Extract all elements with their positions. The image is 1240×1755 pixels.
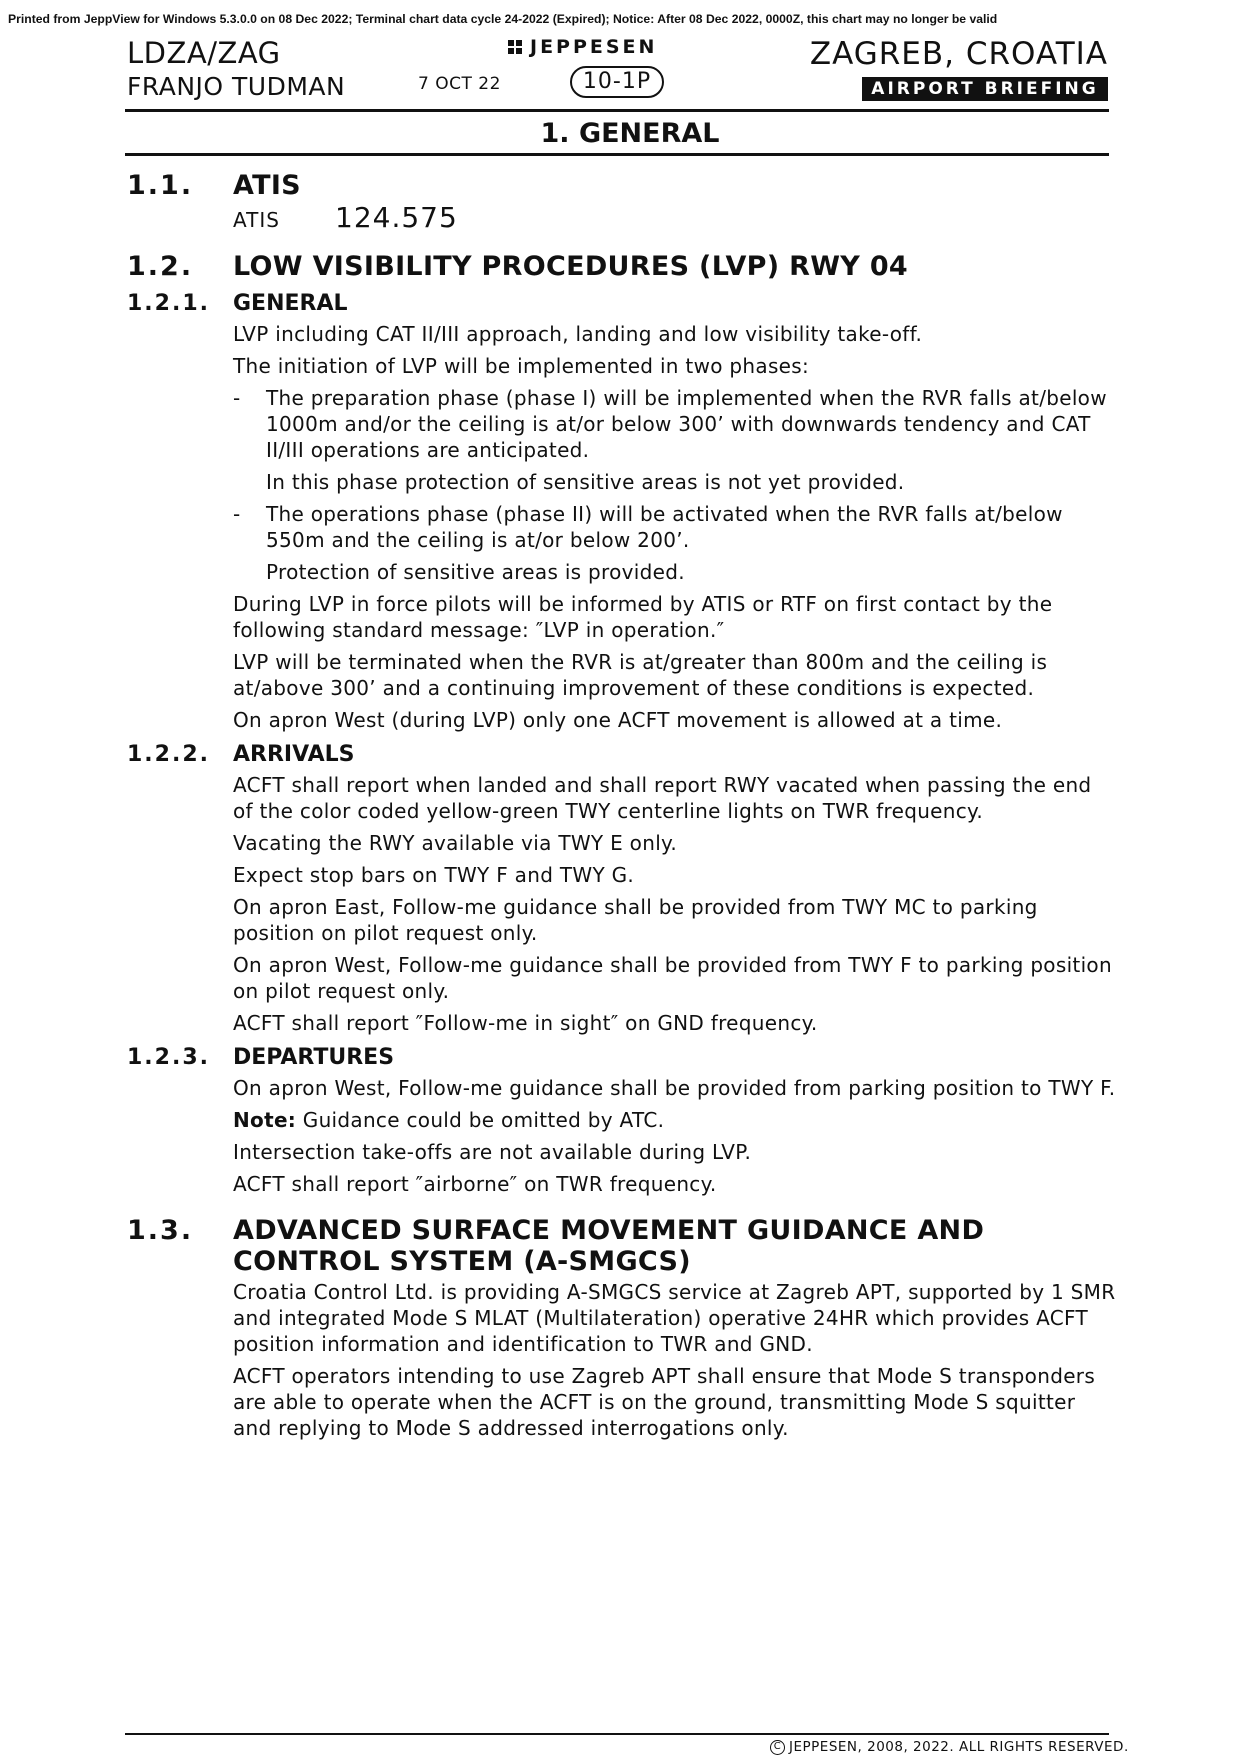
paragraph: LVP including CAT II/III approach, landing and low visibility take-off. <box>233 322 923 346</box>
brand-name: JEPPESEN <box>530 36 658 58</box>
paragraph: ACFT shall report ″Follow-me in sight″ on GND frequency. <box>233 1011 818 1035</box>
subsection-general <box>127 290 1117 317</box>
dash-bullet: - <box>233 386 241 410</box>
paragraph: During LVP in force pilots will be informed by ATIS or RTF on first contact by the following standard message: ″LVP in operation.″ <box>233 592 1053 642</box>
section-title: LOW VISIBILITY PROCEDURES (LVP) RWY 04 <box>233 251 909 282</box>
paragraph: On apron East, Follow-me guidance shall be provided from TWY MC to parking position on pilot request only. <box>233 895 1038 945</box>
note-label: Note: <box>233 1108 297 1132</box>
jeppesen-logo-icon <box>508 40 522 54</box>
chart-type-badge: AIRPORT BRIEFING <box>862 77 1108 101</box>
atis-label: ATIS <box>233 208 280 232</box>
note <box>233 1107 1117 1133</box>
section-title: ADVANCED SURFACE MOVEMENT GUIDANCE AND CONTROL SYSTEM (A-SMGCS) <box>233 1215 985 1277</box>
subsection-arrivals <box>127 741 1117 768</box>
paragraph: Vacating the RWY available via TWY E only. <box>233 831 677 855</box>
subsection-number: 1.2.3. <box>127 1045 210 1070</box>
arrivals-body <box>233 772 1117 1036</box>
list-item-text: The operations phase (phase II) will be activated when the RVR falls at/below 550m and the ceiling is at/or below 200’. <box>266 502 1063 552</box>
section-title: ATIS <box>233 170 301 201</box>
chapter-rule <box>125 153 1109 156</box>
paragraph: ACFT shall report ″airborne″ on TWR frequency. <box>233 1172 717 1196</box>
subsection-title: ARRIVALS <box>233 742 355 767</box>
paragraph: On apron West, Follow-me guidance shall be provided from TWY F to parking position on pilot request only. <box>233 953 1112 1003</box>
copyright-notice <box>770 1739 1129 1755</box>
section-number: 1.2. <box>127 251 194 282</box>
paragraph: ACFT operators intending to use Zagreb APT shall ensure that Mode S transponders are able to operate when the ACFT is on the ground, transmitting Mode S squitter and replying to Mode S addressed interrogations only. <box>233 1364 1096 1440</box>
general-body <box>233 321 1117 733</box>
list-item-note: Protection of sensitive areas is provided. <box>266 560 685 584</box>
header-rule <box>125 109 1109 112</box>
copyright-icon: C <box>770 1740 785 1755</box>
paragraph: Expect stop bars on TWY F and TWY G. <box>233 863 635 887</box>
subsection-number: 1.2.2. <box>127 742 210 767</box>
section-number: 1.3. <box>127 1215 194 1246</box>
list-item-text: The preparation phase (phase I) will be implemented when the RVR falls at/below 1000m and/or the ceiling is at/or below 300’ with downwards tendency and CAT II/III operations are anticipated. <box>266 386 1107 462</box>
paragraph: Croatia Control Ltd. is providing A-SMGCS service at Zagreb APT, supported by 1 SMR and integrated Mode S MLAT (Multilateration) operative 24HR which provides ACFT position information and identification to TWR and GND. <box>233 1280 1116 1356</box>
list-item-note: In this phase protection of sensitive areas is not yet provided. <box>266 470 905 494</box>
chart-date: 7 OCT 22 <box>418 74 501 94</box>
atis-frequency-row <box>233 201 1117 234</box>
departures-body <box>233 1075 1117 1197</box>
airport-code: LDZA/ZAG <box>127 36 281 70</box>
chapter-title: 1. GENERAL <box>540 118 720 149</box>
subsection-title: GENERAL <box>233 291 348 316</box>
list-item <box>233 385 1117 463</box>
paragraph: LVP will be terminated when the RVR is at/greater than 800m and the ceiling is at/above 300’ and a continuing improvement of these conditions is expected. <box>233 650 1048 700</box>
subsection-departures <box>127 1044 1117 1071</box>
paragraph: ACFT shall report when landed and shall report RWY vacated when passing the end of the color coded yellow-green TWY centerline lights on TWR frequency. <box>233 773 1092 823</box>
list-item <box>233 501 1117 553</box>
section-lvp <box>127 251 1117 282</box>
section-atis <box>127 170 1117 201</box>
page-number: 10-1P <box>570 66 664 98</box>
footer-rule <box>125 1733 1109 1735</box>
section-asmgcs <box>127 1215 1117 1277</box>
airport-name: FRANJO TUDMAN <box>127 72 346 101</box>
jeppesen-logo <box>508 36 657 58</box>
paragraph: Intersection take-offs are not available during LVP. <box>233 1140 752 1164</box>
subsection-title: DEPARTURES <box>233 1045 395 1070</box>
atis-body <box>233 201 1117 234</box>
copyright-text: JEPPESEN, 2008, 2022. ALL RIGHTS RESERVED. <box>789 1739 1129 1755</box>
asmgcs-body <box>233 1279 1117 1441</box>
note-text: Guidance could be omitted by ATC. <box>296 1108 665 1132</box>
paragraph: On apron West, Follow-me guidance shall be provided from parking position to TWY F. <box>233 1076 1116 1100</box>
atis-frequency: 124.575 <box>335 201 458 234</box>
city-title: ZAGREB, CROATIA <box>809 36 1108 72</box>
paragraph: The initiation of LVP will be implemented in two phases: <box>233 354 810 378</box>
paragraph: On apron West (during LVP) only one ACFT movement is allowed at a time. <box>233 708 1003 732</box>
dash-bullet: - <box>233 502 241 526</box>
briefing-content <box>127 170 1117 1447</box>
section-number: 1.1. <box>127 170 194 201</box>
subsection-number: 1.2.1. <box>127 291 210 316</box>
print-notice: Printed from JeppView for Windows 5.3.0.0 on 08 Dec 2022; Terminal chart data cycle 24-2022 (Expired); Notice: After 08 Dec 2022, 0000Z, this chart may no longer be valid <box>8 12 998 26</box>
